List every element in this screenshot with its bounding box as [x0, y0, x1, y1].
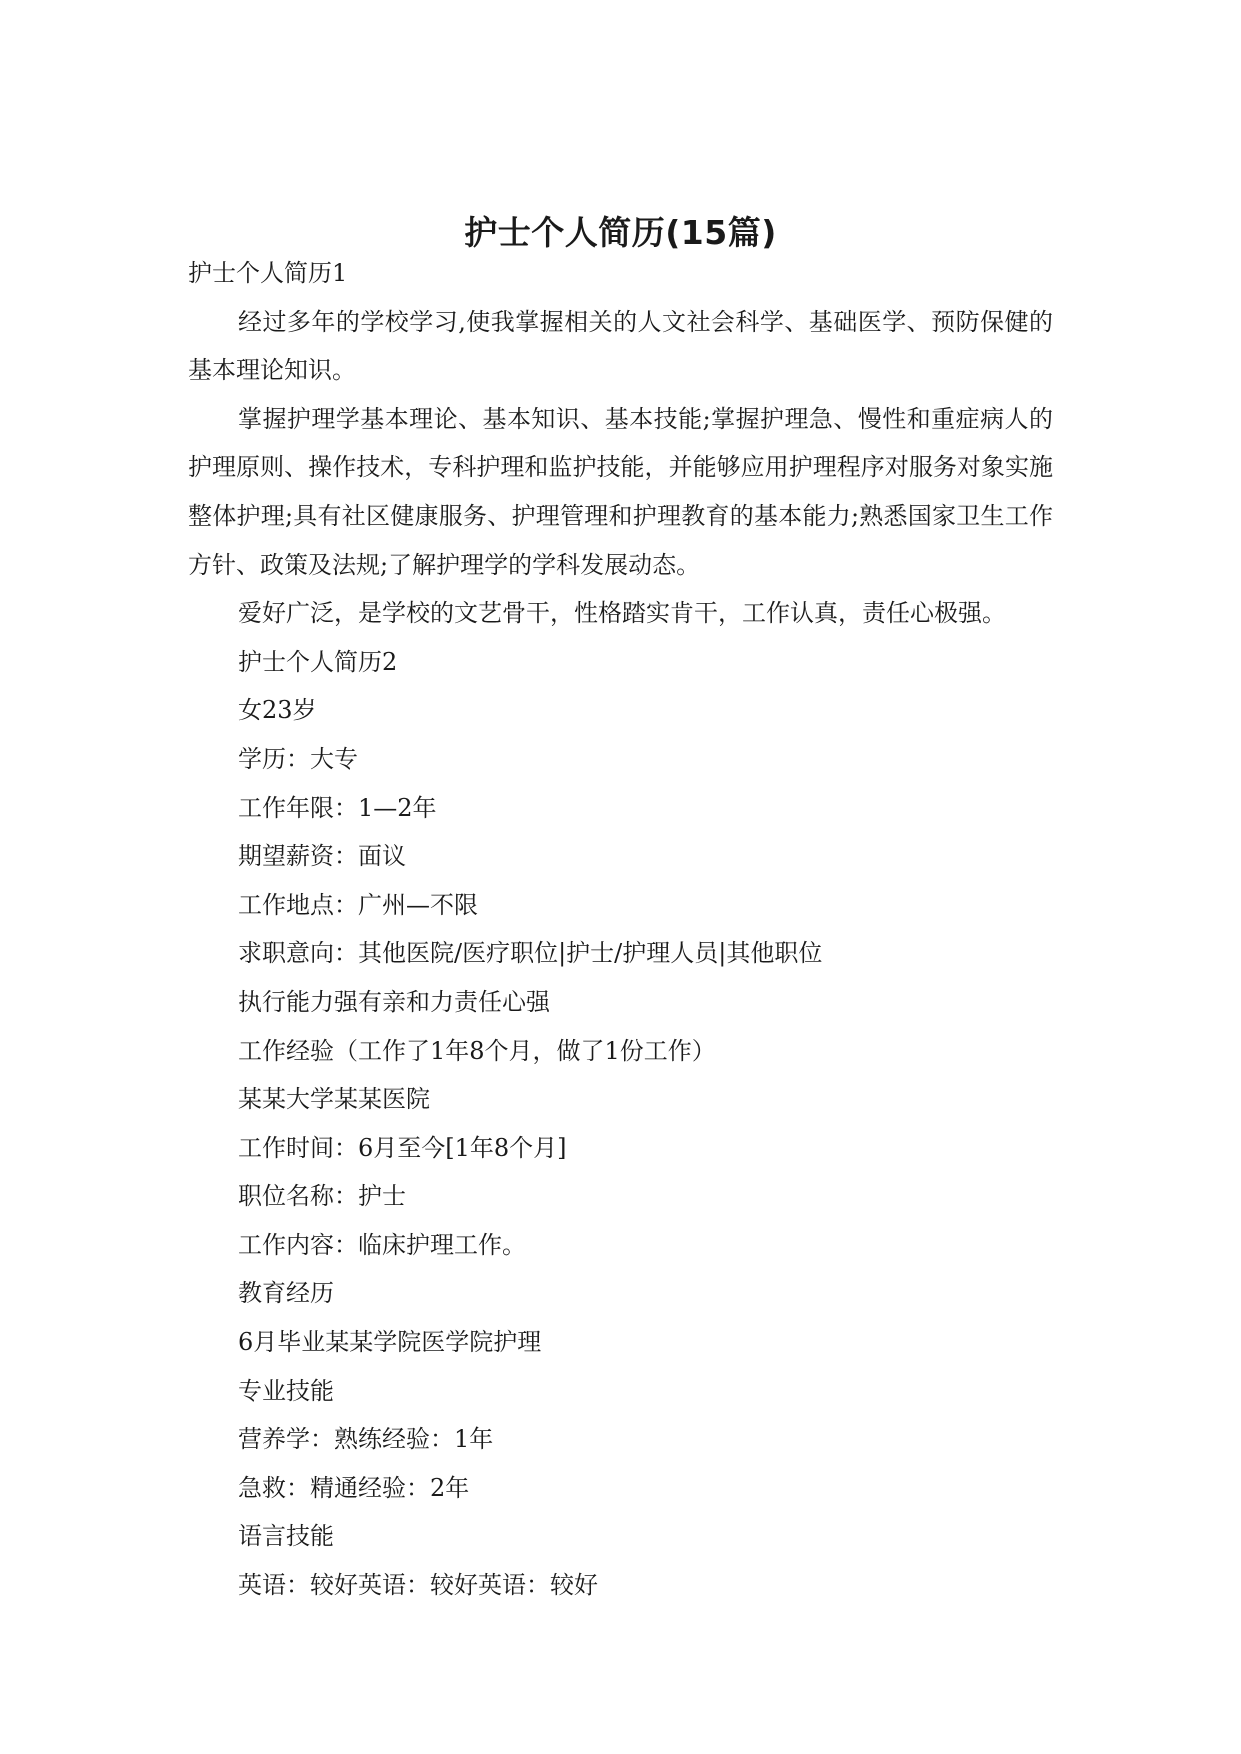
- resume-line: 英语：较好英语：较好英语：较好: [238, 1571, 598, 1600]
- resume-line: 语言技能: [238, 1522, 334, 1551]
- resume-line: 学历：大专: [238, 744, 358, 773]
- document-title: 护士个人简历(15篇): [464, 213, 777, 253]
- section-heading: 护士个人简历1: [188, 259, 348, 287]
- resume-line: 工作地点：广州—不限: [238, 890, 478, 919]
- paragraph: 掌握护理学基本理论、基本知识、基本技能;掌握护理急、慢性和重症病人的护理原则、操作技术，专科护理和监护技能，并能够应用护理程序对服务对象实施整体护理;具有社区健康服务、护理管理和护理教育的基本能力;熟悉国家卫生工作方针、政策及法规;了解护理学的学科发展动态。: [188, 404, 1053, 579]
- paragraph: 爱好广泛，是学校的文艺骨干，性格踏实肯干，工作认真，责任心极强。: [238, 599, 1006, 628]
- resume-line: 期望薪资：面议: [238, 842, 406, 871]
- section-heading: 护士个人简历2: [238, 647, 398, 676]
- paragraph: 经过多年的学校学习,使我掌握相关的人文社会科学、基础医学、预防保健的基本理论知识。: [188, 307, 1053, 385]
- resume-line: 求职意向：其他医院/医疗职位|护士/护理人员|其他职位: [238, 939, 823, 968]
- resume-line: 工作经验（工作了1年8个月，做了1份工作）: [238, 1036, 716, 1065]
- resume-line: 工作内容：临床护理工作。: [238, 1230, 526, 1259]
- resume-line: 女23岁: [238, 696, 317, 725]
- resume-line: 急救：精通经验：2年: [238, 1473, 470, 1502]
- resume-line: 教育经历: [238, 1279, 334, 1308]
- resume-line: 营养学：熟练经验：1年: [238, 1425, 494, 1454]
- resume-line: 6月毕业某某学院医学院护理: [238, 1328, 542, 1357]
- resume-line: 某某大学某某医院: [238, 1085, 430, 1114]
- document-body: [188, 249, 1053, 1610]
- resume-line: 专业技能: [238, 1376, 334, 1405]
- resume-line: 工作时间：6月至今[1年8个月]: [238, 1133, 567, 1162]
- resume-line: 执行能力强有亲和力责任心强: [238, 987, 550, 1016]
- resume-line: 工作年限：1—2年: [238, 793, 437, 822]
- resume-line: 职位名称：护士: [238, 1182, 406, 1211]
